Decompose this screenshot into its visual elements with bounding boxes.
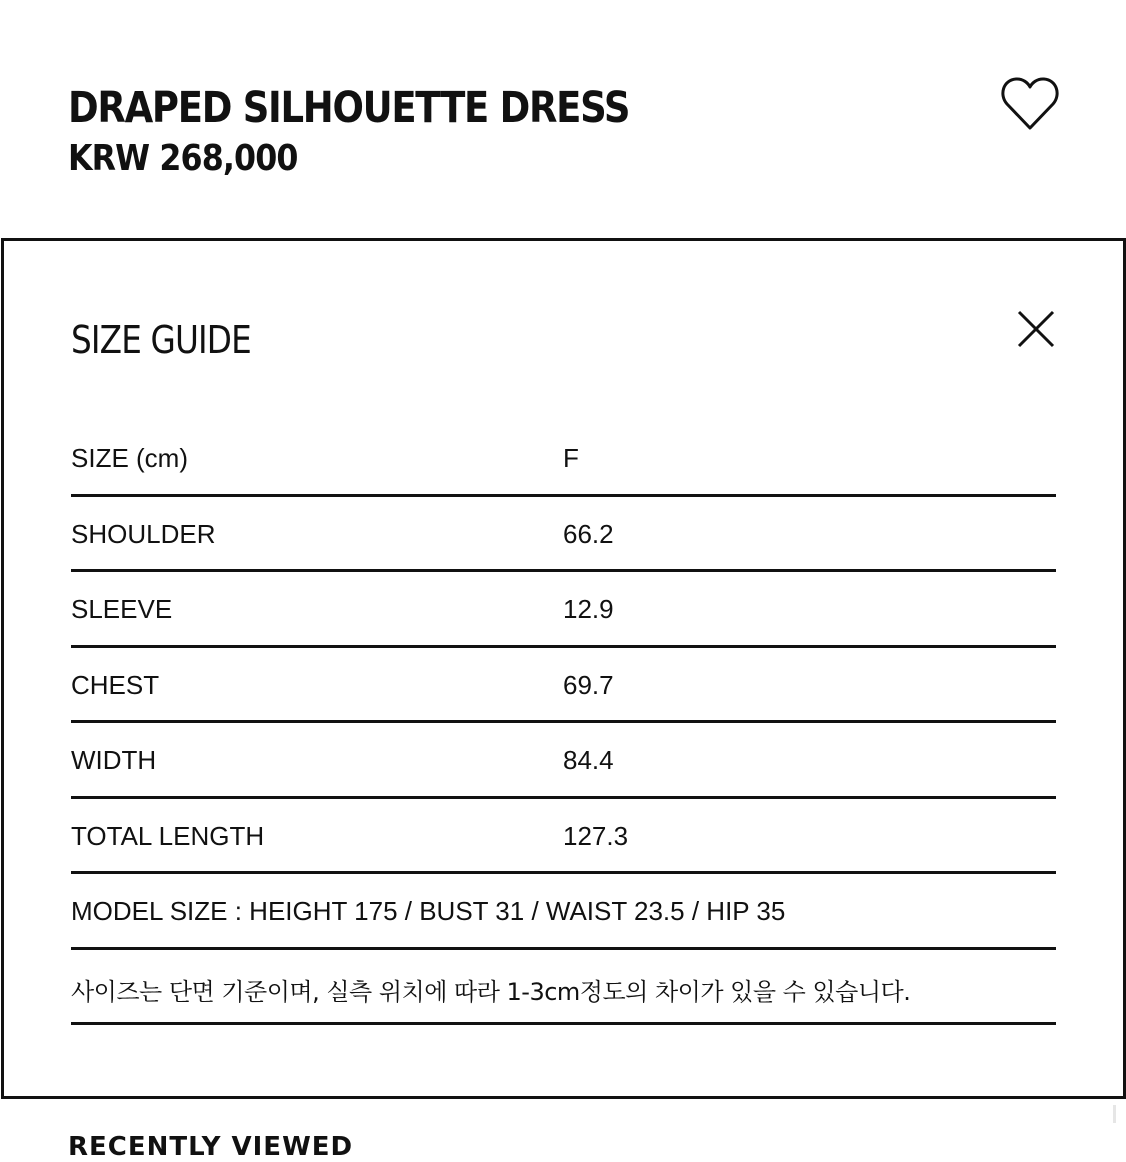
heart-outline-icon	[1000, 74, 1060, 132]
model-size-text: MODEL SIZE : HEIGHT 175 / BUST 31 / WAIST 23.5 / HIP 35	[71, 896, 786, 926]
size-note-text: 사이즈는 단면 기준이며, 실측 위치에 따라 1-3cm정도의 차이가 있을 수 있습니다.	[71, 977, 911, 1006]
table-row	[71, 723, 1056, 799]
row-label-shoulder: SHOULDER	[71, 518, 216, 549]
table-row	[71, 648, 1056, 724]
size-guide-title: SIZE GUIDE	[71, 318, 251, 362]
row-label-sleeve: SLEEVE	[71, 594, 173, 624]
row-label-width: WIDTH	[71, 745, 157, 775]
size-guide-modal	[1, 238, 1126, 1099]
size-table-header	[71, 421, 1056, 497]
product-title: DRAPED SILHOUETTE DRESS	[68, 83, 630, 133]
wishlist-button[interactable]	[1000, 74, 1060, 132]
row-label-chest: CHEST	[71, 669, 160, 700]
row-label-total-length: TOTAL LENGTH	[71, 820, 265, 851]
model-size-row	[71, 874, 1056, 950]
table-row	[71, 497, 1056, 573]
size-note-row	[71, 950, 1056, 1026]
row-value-sleeve: 12.9	[563, 594, 614, 624]
product-price: KRW 268,000	[68, 138, 298, 179]
close-icon	[1016, 309, 1056, 349]
size-table	[71, 421, 1056, 1025]
row-value-shoulder: 66.2	[563, 518, 614, 549]
row-value-chest: 69.7	[563, 669, 614, 700]
row-value-total-length: 127.3	[563, 820, 629, 851]
scrollbar[interactable]	[1113, 1105, 1116, 1123]
row-value-width: 84.4	[563, 745, 614, 775]
close-button[interactable]	[1016, 309, 1056, 349]
size-header-value: F	[563, 443, 579, 473]
recently-viewed-heading: RECENTLY VIEWED	[68, 1132, 354, 1162]
table-row	[71, 799, 1056, 875]
table-row	[71, 572, 1056, 648]
size-header-label: SIZE (cm)	[71, 443, 188, 473]
